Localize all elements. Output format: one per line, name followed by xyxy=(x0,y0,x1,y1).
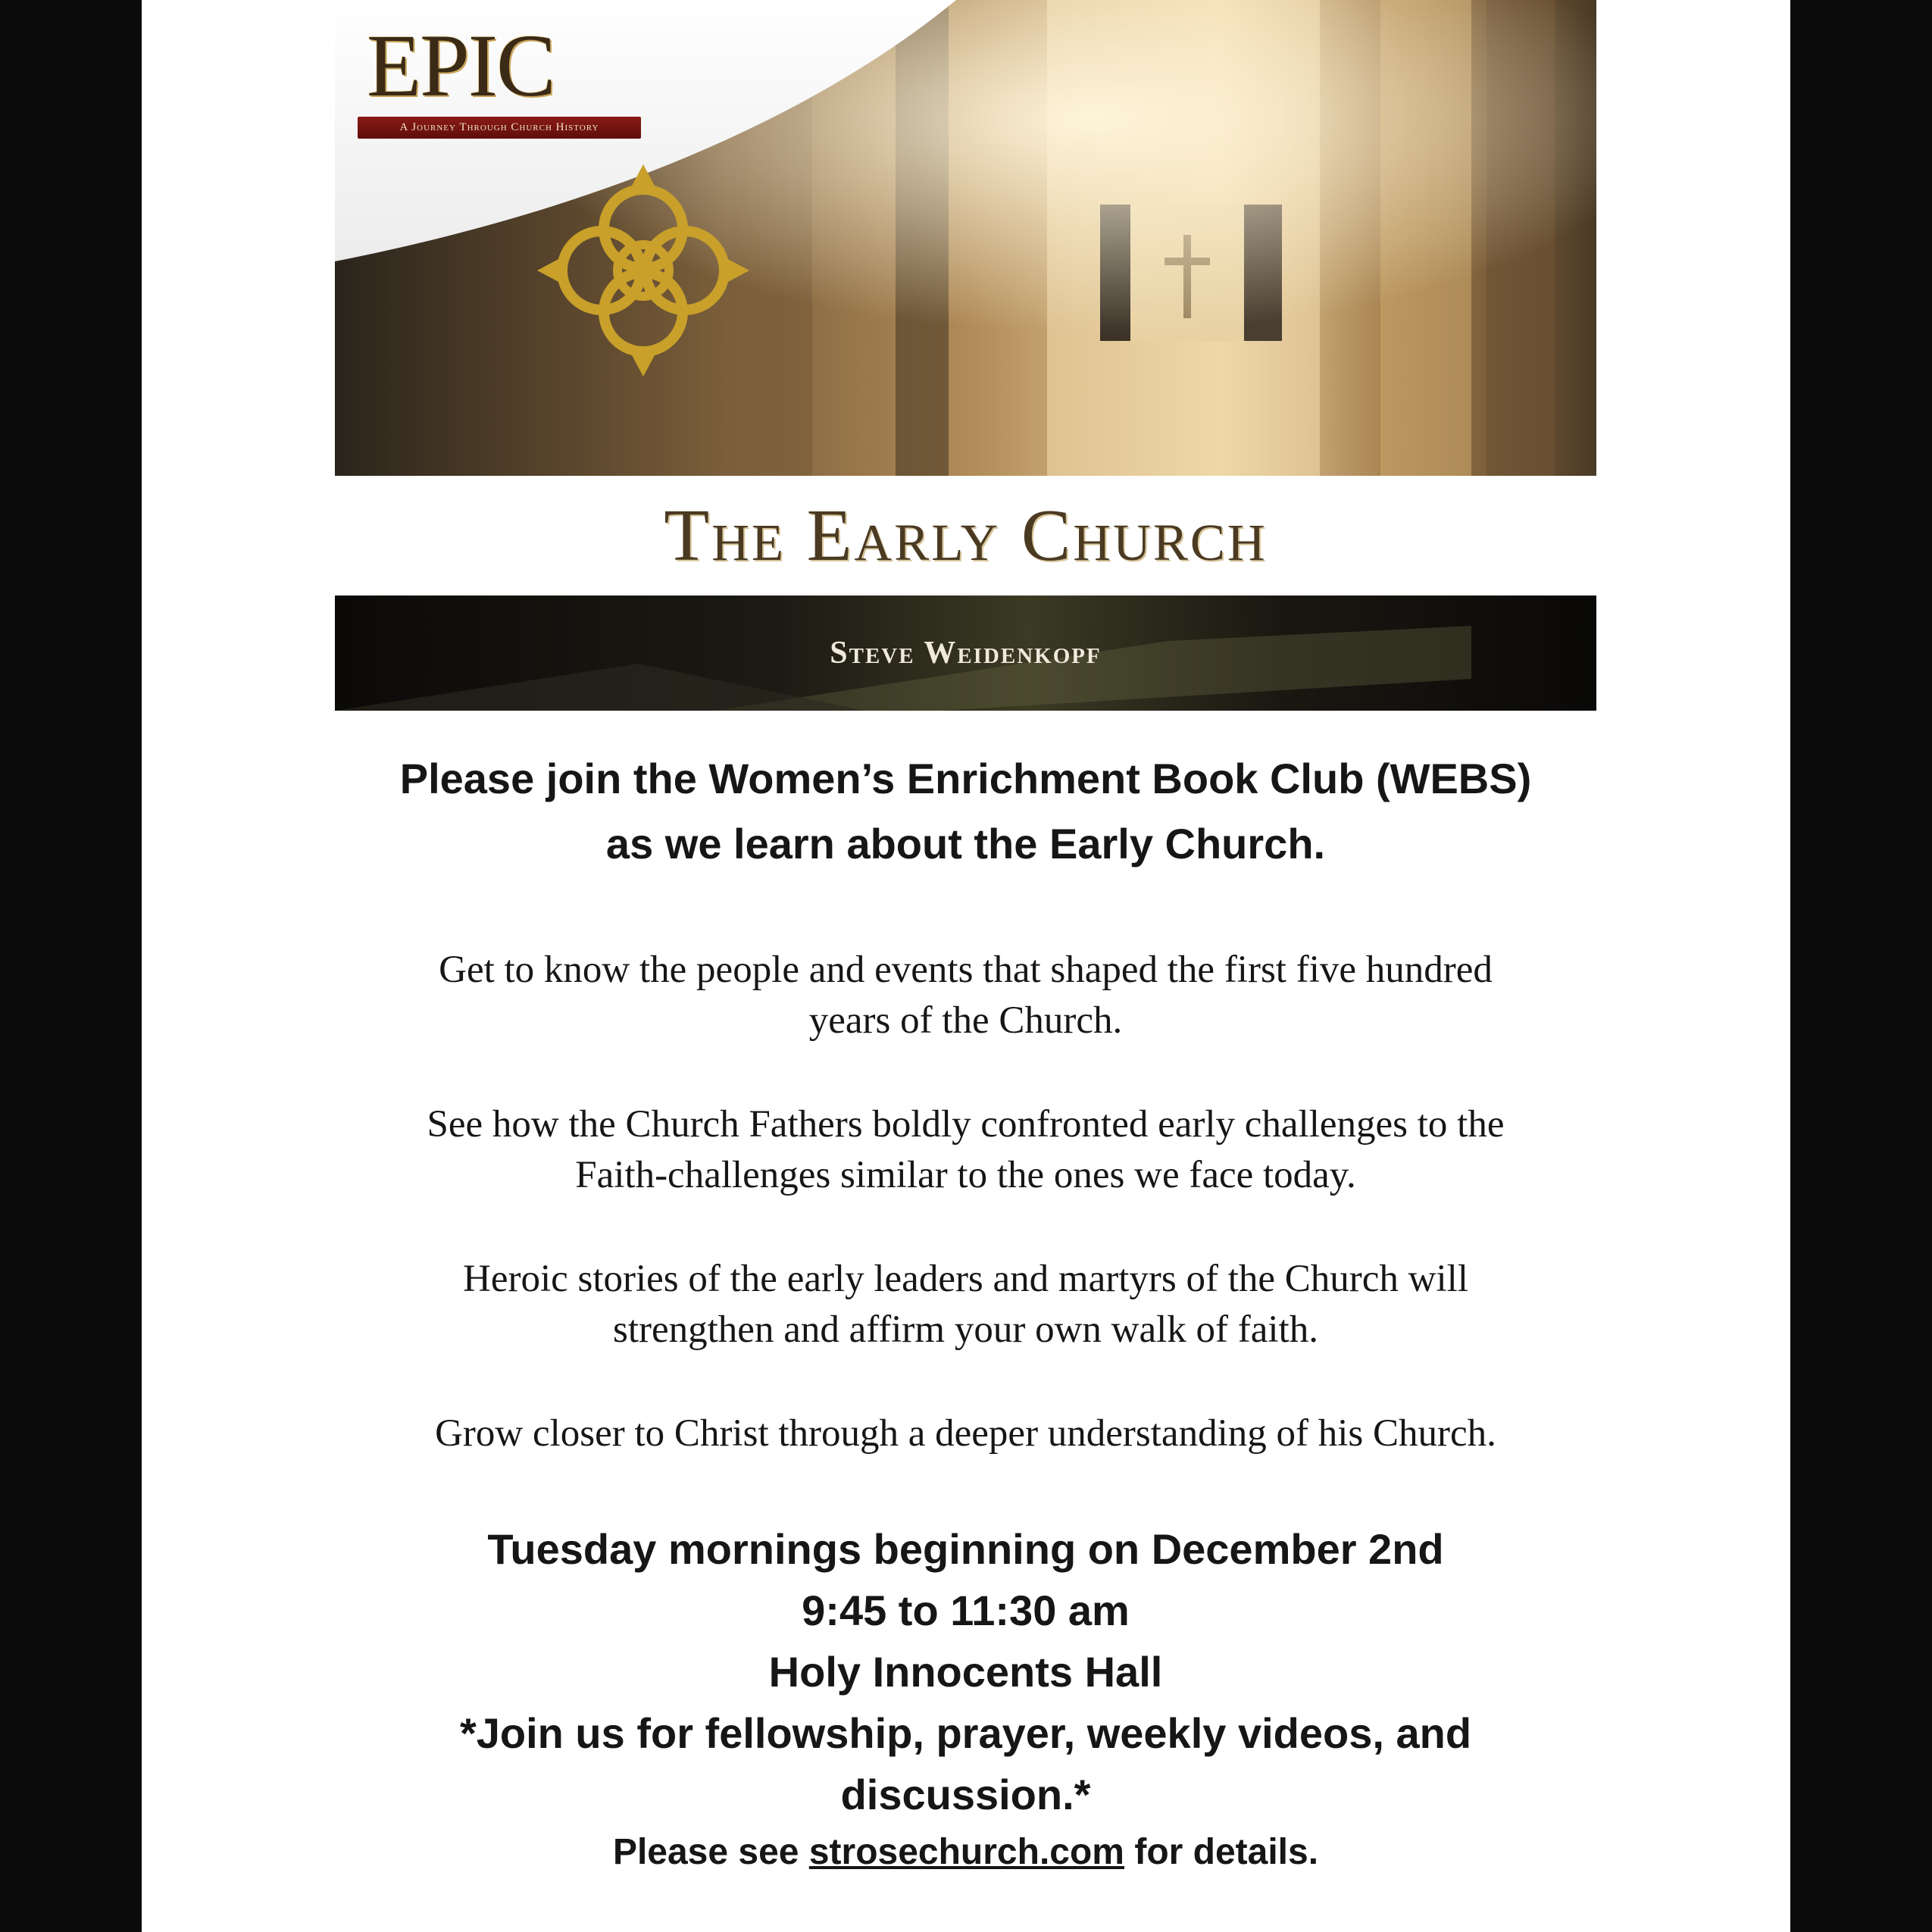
see-suffix: for details. xyxy=(1134,1832,1319,1872)
paragraph-grow-closer xyxy=(335,1408,1596,1459)
event-schedule: Tuesday mornings beginning on December 2nd xyxy=(487,1525,1444,1573)
author-name: Steve Weidenkopf xyxy=(830,636,1102,671)
paragraph-people-events xyxy=(335,945,1596,1046)
paragraph-heroic-stories xyxy=(335,1254,1596,1355)
paragraph-line: years of the Church. xyxy=(808,999,1123,1042)
event-invite-line-2: discussion.* xyxy=(840,1771,1091,1818)
title-strip xyxy=(335,476,1596,596)
event-time: 9:45 to 11:30 am xyxy=(802,1587,1130,1634)
book-title: The Early Church xyxy=(664,495,1268,577)
event-details xyxy=(335,1518,1596,1880)
intro-line-2: as we learn about the Early Church. xyxy=(605,820,1326,868)
logo-ribbon: A Journey Through Church History xyxy=(358,117,641,139)
paragraph-line: See how the Church Fathers boldly confronted early challenges to the xyxy=(427,1103,1505,1146)
paragraph-church-fathers xyxy=(335,1099,1596,1201)
epic-logo xyxy=(367,16,641,139)
event-location: Holy Innocents Hall xyxy=(768,1648,1163,1696)
cover-banner xyxy=(335,0,1596,476)
paragraph-line: Get to know the people and events that shaped the first five hundred xyxy=(439,949,1493,991)
paragraph-line: Grow closer to Christ through a deeper understanding of his Church. xyxy=(435,1412,1496,1455)
paragraph-line: Heroic stories of the early leaders and martyrs of the Church will xyxy=(463,1258,1468,1300)
logo-title: EPIC xyxy=(367,16,555,115)
flyer-content xyxy=(335,746,1596,1880)
flyer-page xyxy=(142,0,1790,1932)
event-invite-line-1: *Join us for fellowship, prayer, weekly videos, and xyxy=(459,1709,1472,1757)
details-line xyxy=(335,1825,1596,1880)
intro-heading xyxy=(335,746,1596,877)
see-prefix: Please see xyxy=(612,1832,799,1872)
website-link[interactable]: strosechurch.com xyxy=(808,1832,1124,1872)
intro-line-1: Please join the Women’s Enrichment Book Club (WEBS) xyxy=(399,755,1532,802)
paragraph-line: strengthen and affirm your own walk of faith. xyxy=(613,1308,1318,1351)
author-bar xyxy=(335,596,1596,711)
paragraph-line: Faith-challenges similar to the ones we face today. xyxy=(575,1154,1356,1196)
